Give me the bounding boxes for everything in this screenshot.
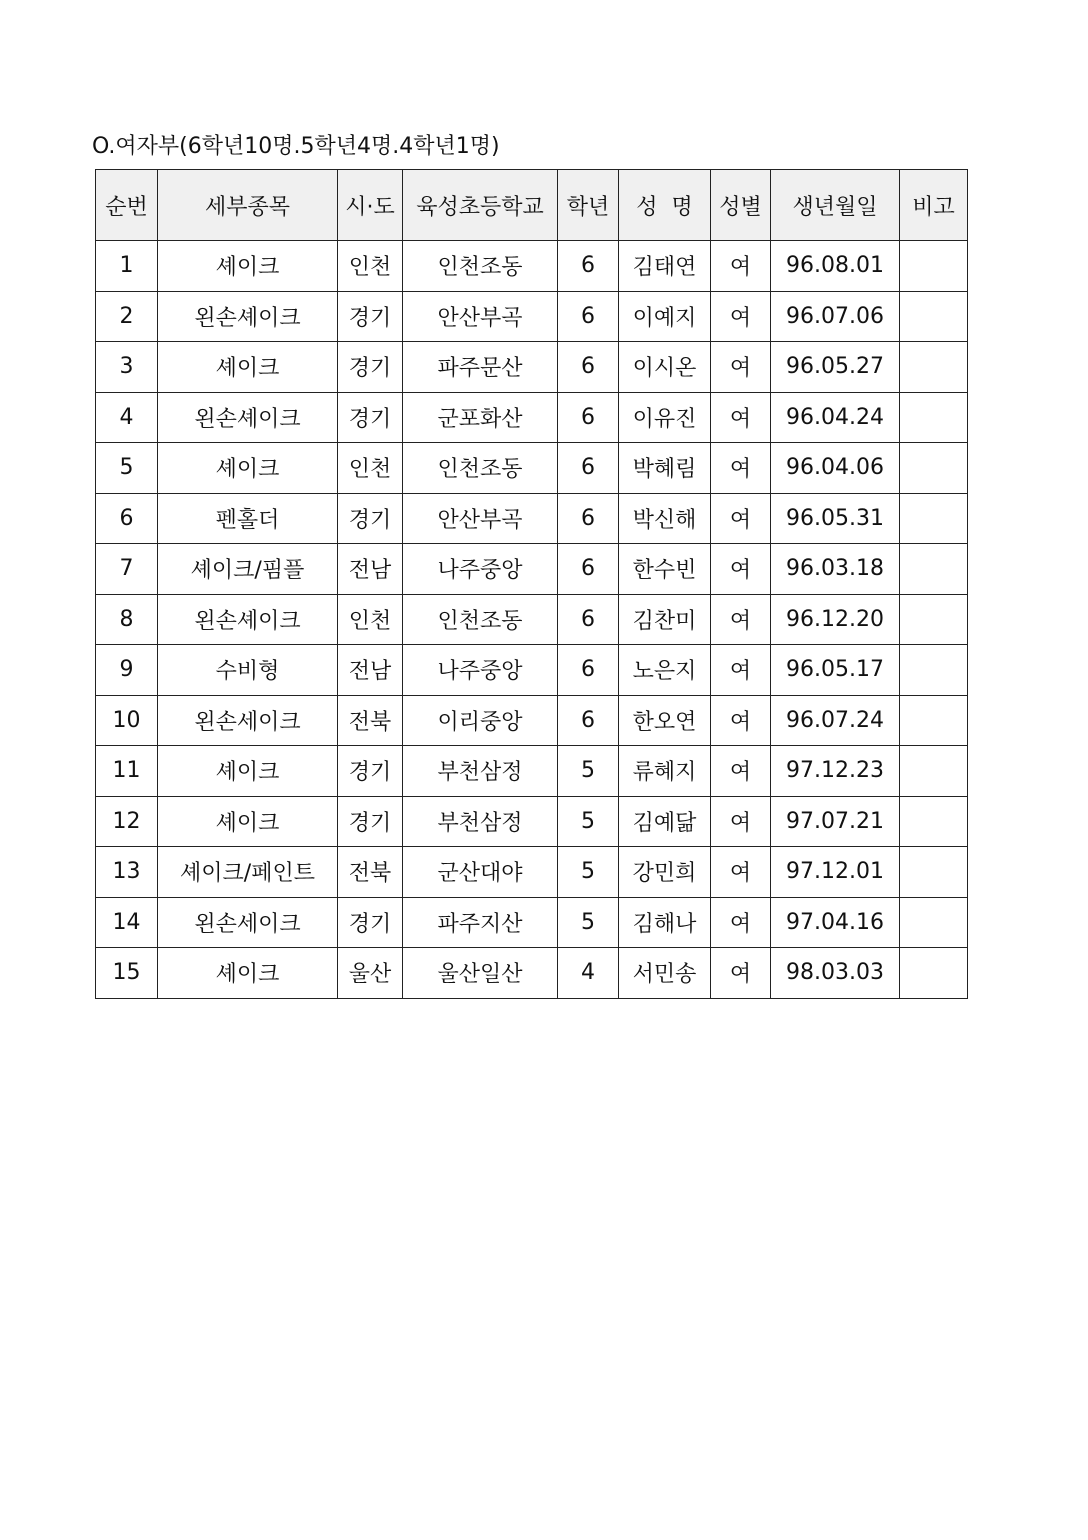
cell-region: 경기 [338, 392, 403, 443]
column-header-number: 순번 [96, 170, 158, 241]
cell-event: 셰이크 [158, 796, 338, 847]
cell-grade: 6 [558, 392, 619, 443]
column-header-grade: 학년 [558, 170, 619, 241]
header-row [96, 170, 968, 241]
cell-note [900, 493, 968, 544]
cell-school: 파주문산 [403, 342, 558, 393]
cell-birthdate: 96.04.06 [771, 443, 900, 494]
cell-number: 13 [96, 847, 158, 898]
cell-school: 부천삼정 [403, 746, 558, 797]
cell-region: 울산 [338, 948, 403, 999]
cell-number: 5 [96, 443, 158, 494]
cell-number: 12 [96, 796, 158, 847]
cell-name: 한오연 [619, 695, 711, 746]
table-row [96, 847, 968, 898]
cell-number: 7 [96, 544, 158, 595]
cell-birthdate: 96.05.31 [771, 493, 900, 544]
cell-region: 경기 [338, 746, 403, 797]
cell-name: 한수빈 [619, 544, 711, 595]
cell-sex: 여 [711, 948, 771, 999]
cell-number: 4 [96, 392, 158, 443]
table-row [96, 493, 968, 544]
section-heading: O.여자부(6학년10명.5학년4명.4학년1명) [92, 134, 500, 159]
table-row [96, 342, 968, 393]
column-header-sex: 성별 [711, 170, 771, 241]
cell-birthdate: 98.03.03 [771, 948, 900, 999]
column-header-event: 세부종목 [158, 170, 338, 241]
cell-event: 왼손세이크 [158, 695, 338, 746]
cell-birthdate: 96.08.01 [771, 241, 900, 292]
cell-region: 인천 [338, 443, 403, 494]
cell-school: 나주중앙 [403, 645, 558, 696]
table-row [96, 796, 968, 847]
table-row [96, 645, 968, 696]
cell-school: 안산부곡 [403, 291, 558, 342]
cell-sex: 여 [711, 443, 771, 494]
cell-sex: 여 [711, 847, 771, 898]
cell-birthdate: 96.07.06 [771, 291, 900, 342]
cell-school: 인천조동 [403, 443, 558, 494]
cell-grade: 6 [558, 645, 619, 696]
cell-name: 강민희 [619, 847, 711, 898]
cell-school: 부천삼정 [403, 796, 558, 847]
cell-event: 왼손셰이크 [158, 291, 338, 342]
cell-region: 전남 [338, 645, 403, 696]
cell-note [900, 291, 968, 342]
cell-grade: 6 [558, 342, 619, 393]
cell-number: 3 [96, 342, 158, 393]
cell-number: 14 [96, 897, 158, 948]
cell-number: 1 [96, 241, 158, 292]
cell-birthdate: 96.07.24 [771, 695, 900, 746]
cell-name: 박혜림 [619, 443, 711, 494]
table-row [96, 241, 968, 292]
cell-grade: 6 [558, 544, 619, 595]
cell-grade: 5 [558, 746, 619, 797]
cell-sex: 여 [711, 291, 771, 342]
cell-number: 11 [96, 746, 158, 797]
cell-region: 인천 [338, 594, 403, 645]
cell-name: 류혜지 [619, 746, 711, 797]
cell-sex: 여 [711, 594, 771, 645]
cell-number: 8 [96, 594, 158, 645]
cell-region: 경기 [338, 342, 403, 393]
cell-school: 울산일산 [403, 948, 558, 999]
cell-birthdate: 96.12.20 [771, 594, 900, 645]
cell-grade: 6 [558, 594, 619, 645]
cell-event: 왼손셰이크 [158, 594, 338, 645]
cell-region: 경기 [338, 493, 403, 544]
cell-birthdate: 97.04.16 [771, 897, 900, 948]
cell-school: 군포화산 [403, 392, 558, 443]
cell-number: 15 [96, 948, 158, 999]
cell-name: 노은지 [619, 645, 711, 696]
cell-note [900, 948, 968, 999]
cell-sex: 여 [711, 746, 771, 797]
cell-event: 셰이크 [158, 241, 338, 292]
cell-event: 왼손셰이크 [158, 392, 338, 443]
cell-event: 셰이크/핌플 [158, 544, 338, 595]
cell-sex: 여 [711, 544, 771, 595]
cell-birthdate: 96.03.18 [771, 544, 900, 595]
player-roster-table [95, 169, 968, 999]
cell-region: 인천 [338, 241, 403, 292]
cell-note [900, 443, 968, 494]
cell-region: 경기 [338, 291, 403, 342]
cell-region: 경기 [338, 796, 403, 847]
cell-note [900, 897, 968, 948]
cell-event: 왼손세이크 [158, 897, 338, 948]
cell-name: 이시온 [619, 342, 711, 393]
cell-name: 김찬미 [619, 594, 711, 645]
cell-note [900, 241, 968, 292]
cell-grade: 6 [558, 493, 619, 544]
table-row [96, 746, 968, 797]
cell-region: 경기 [338, 897, 403, 948]
column-header-note: 비고 [900, 170, 968, 241]
cell-note [900, 342, 968, 393]
cell-birthdate: 96.05.27 [771, 342, 900, 393]
cell-event: 셰이크 [158, 746, 338, 797]
table-row [96, 392, 968, 443]
cell-note [900, 695, 968, 746]
cell-note [900, 392, 968, 443]
table-header [96, 170, 968, 241]
cell-grade: 5 [558, 897, 619, 948]
table-row [96, 594, 968, 645]
cell-note [900, 594, 968, 645]
column-header-school: 육성초등학교 [403, 170, 558, 241]
table-body [96, 241, 968, 999]
cell-name: 김예닮 [619, 796, 711, 847]
cell-event: 셰이크 [158, 342, 338, 393]
table-row [96, 897, 968, 948]
cell-school: 군산대야 [403, 847, 558, 898]
cell-event: 셰이크/페인트 [158, 847, 338, 898]
cell-number: 2 [96, 291, 158, 342]
cell-birthdate: 97.12.23 [771, 746, 900, 797]
column-header-region: 시·도 [338, 170, 403, 241]
cell-birthdate: 96.05.17 [771, 645, 900, 696]
cell-sex: 여 [711, 796, 771, 847]
cell-region: 전북 [338, 695, 403, 746]
cell-name: 김해나 [619, 897, 711, 948]
cell-school: 인천조동 [403, 241, 558, 292]
table-row [96, 544, 968, 595]
table-row [96, 443, 968, 494]
cell-grade: 6 [558, 443, 619, 494]
cell-school: 인천조동 [403, 594, 558, 645]
cell-birthdate: 97.07.21 [771, 796, 900, 847]
cell-note [900, 796, 968, 847]
cell-school: 나주중앙 [403, 544, 558, 595]
cell-name: 김태연 [619, 241, 711, 292]
cell-grade: 5 [558, 796, 619, 847]
cell-name: 서민송 [619, 948, 711, 999]
cell-sex: 여 [711, 897, 771, 948]
cell-sex: 여 [711, 241, 771, 292]
cell-note [900, 847, 968, 898]
cell-region: 전북 [338, 847, 403, 898]
column-header-name: 성 명 [619, 170, 711, 241]
cell-event: 펜홀더 [158, 493, 338, 544]
cell-sex: 여 [711, 342, 771, 393]
cell-grade: 4 [558, 948, 619, 999]
column-header-birthdate: 생년월일 [771, 170, 900, 241]
cell-name: 박신해 [619, 493, 711, 544]
table-row [96, 291, 968, 342]
cell-name: 이예지 [619, 291, 711, 342]
cell-school: 안산부곡 [403, 493, 558, 544]
cell-number: 9 [96, 645, 158, 696]
cell-grade: 6 [558, 291, 619, 342]
cell-number: 6 [96, 493, 158, 544]
cell-sex: 여 [711, 695, 771, 746]
cell-sex: 여 [711, 493, 771, 544]
cell-birthdate: 97.12.01 [771, 847, 900, 898]
table-row [96, 948, 968, 999]
table-row [96, 695, 968, 746]
cell-name: 이유진 [619, 392, 711, 443]
cell-school: 파주지산 [403, 897, 558, 948]
cell-grade: 5 [558, 847, 619, 898]
cell-number: 10 [96, 695, 158, 746]
cell-birthdate: 96.04.24 [771, 392, 900, 443]
cell-event: 수비형 [158, 645, 338, 696]
cell-sex: 여 [711, 645, 771, 696]
cell-note [900, 645, 968, 696]
cell-event: 셰이크 [158, 443, 338, 494]
cell-note [900, 746, 968, 797]
cell-region: 전남 [338, 544, 403, 595]
cell-school: 이리중앙 [403, 695, 558, 746]
cell-sex: 여 [711, 392, 771, 443]
cell-grade: 6 [558, 695, 619, 746]
cell-note [900, 544, 968, 595]
cell-event: 셰이크 [158, 948, 338, 999]
cell-grade: 6 [558, 241, 619, 292]
